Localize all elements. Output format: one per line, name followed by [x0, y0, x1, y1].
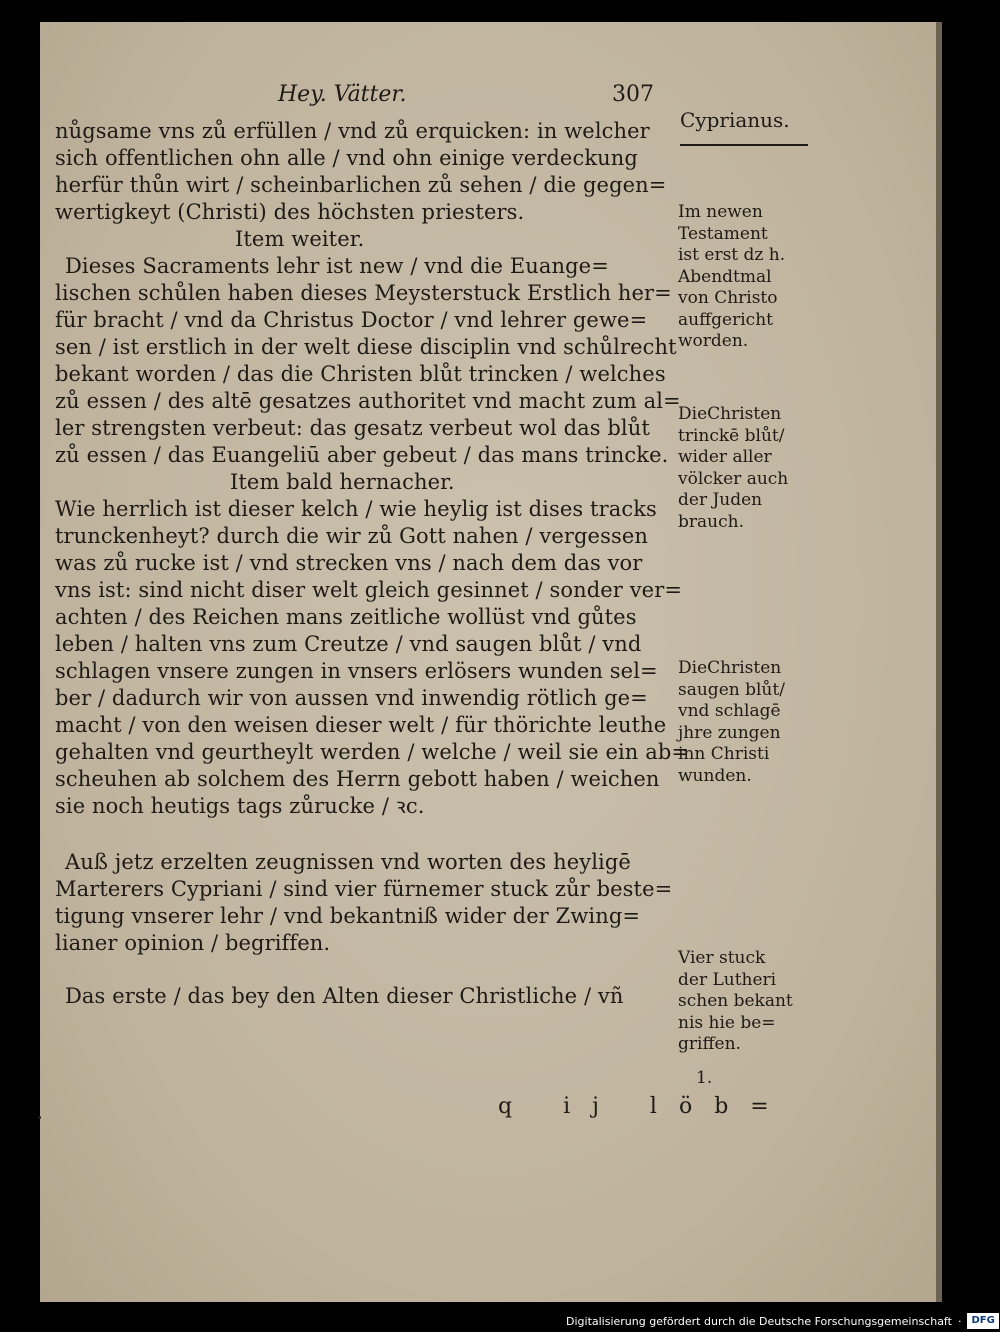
- text-line: tigung vnserer lehr / vnd bekantniß wider der Zwing=: [55, 904, 641, 928]
- text-line: zů essen / des altē gesatzes authoritet vnd macht zum al=: [55, 389, 681, 413]
- margin-note-line: trinckē blůt/: [678, 425, 785, 446]
- margin-note-line: nis hie be=: [678, 1012, 776, 1033]
- margin-note-line: wider aller: [678, 447, 772, 467]
- text-line: zů essen / das Euangeliū aber gebeut / das mans trincke.: [55, 443, 669, 467]
- text-line: scheuhen ab solchem des Herrn gebott haben / weichen: [55, 767, 660, 791]
- footer-credit-text: Digitalisierung gefördert durch die Deutsche Forschungsgemeinschaft: [566, 1314, 952, 1328]
- main-text-block: [55, 118, 700, 1010]
- margin-note-line: Vier stuck: [678, 948, 766, 968]
- text-line: Das erste / das bey den Alten dieser Christliche / vñ: [65, 984, 624, 1008]
- paragraph-das-erste: [55, 983, 700, 1010]
- text-line: Wie herrlich ist dieser kelch / wie heylig ist dises tracks: [55, 497, 657, 521]
- text-line: nůgsame vns zů erfüllen / vnd zů erquicken: in welcher: [55, 119, 650, 143]
- margin-note-line: DieChristen: [678, 404, 782, 424]
- margin-note-line: inn Christi: [678, 744, 770, 764]
- text-line: leben / halten vns zum Creutze / vnd saugen blůt / vnd: [55, 632, 642, 656]
- text-line: wertigkeyt (Christi) des höchsten priesters.: [55, 200, 525, 224]
- margin-note-vier-stuck: [678, 948, 793, 1056]
- margin-section-title: Cyprianus.: [680, 108, 790, 132]
- margin-note-line: wunden.: [678, 765, 752, 786]
- text-line: trunckenheyt? durch die wir zů Gott nahen / vergessen: [55, 524, 648, 548]
- heading-item-weiter: Item weiter.: [235, 227, 365, 251]
- running-title: Hey. Vätter.: [278, 82, 407, 107]
- margin-note-blut-trincken: [678, 404, 788, 533]
- margin-note-blut-saugen: [678, 658, 785, 787]
- footer-credit: Digitalisierung gefördert durch die Deutsche Forschungsgemeinschaft · DFG: [566, 1313, 999, 1329]
- margin-note-line: der Juden: [678, 490, 763, 510]
- margin-note-line: Abendtmal: [678, 266, 772, 287]
- page-edge-shadow: [936, 22, 942, 1302]
- margin-note-line: griffen.: [678, 1034, 741, 1054]
- text-line: für bracht / vnd da Christus Doctor / vnd lehrer gewe=: [55, 308, 648, 332]
- text-line: Auß jetz erzelten zeugnissen vnd worten des heyligē: [65, 850, 631, 874]
- page-mark: [38, 1116, 41, 1119]
- text-line: ler strengsten verbeut: das gesatz verbeut wol das blůt: [55, 416, 650, 440]
- text-line: Marterers Cypriani / sind vier fürnemer stuck zůr beste=: [55, 877, 673, 901]
- margin-item-number: 1.: [696, 1068, 713, 1088]
- text-line: Dieses Sacraments lehr ist new / vnd die Euange=: [65, 254, 609, 278]
- text-line: vns ist: sind nicht diser welt gleich gesinnet / sonder ver=: [55, 578, 683, 602]
- book-page: [40, 22, 942, 1302]
- margin-note-line: vnd schlagē: [678, 701, 781, 721]
- dfg-logo: DFG: [967, 1313, 998, 1329]
- margin-note-line: schen bekant: [678, 991, 793, 1011]
- text-line: macht / von den weisen dieser welt / für thörichte leuthe: [55, 713, 667, 737]
- margin-note-testament: [678, 202, 785, 353]
- margin-note-line: jhre zungen: [678, 722, 781, 743]
- margin-note-line: Im newen: [678, 202, 763, 222]
- catchword-signature: q ij löb=: [498, 1094, 791, 1119]
- margin-note-line: brauch.: [678, 511, 744, 532]
- margin-note-line: ist erst dz h.: [678, 245, 786, 265]
- text-line: lianer opinion / begriffen.: [55, 931, 331, 955]
- margin-note-line: der Lutheri: [678, 969, 777, 990]
- margin-note-line: DieChristen: [678, 658, 782, 678]
- paragraph-sacraments: [55, 253, 700, 469]
- margin-note-line: Testament: [678, 223, 768, 244]
- text-line: sich offentlichen ohn alle / vnd ohn einige verdeckung: [55, 146, 638, 170]
- margin-note-line: saugen blůt/: [678, 679, 785, 700]
- text-line: gehalten vnd geurtheylt werden / welche / weil sie ein ab=: [55, 740, 690, 764]
- text-line: herfür thůn wirt / scheinbarlichen zů sehen / die gegen=: [55, 173, 667, 197]
- text-line: was zů rucke ist / vnd strecken vns / nach dem das vor: [55, 551, 643, 575]
- text-line: lischen schůlen haben dieses Meysterstuck Erstlich her=: [55, 281, 672, 305]
- text-line: sen / ist erstlich in der welt diese disciplin vnd schůlrecht: [55, 335, 677, 359]
- text-line: schlagen vnsere zungen in vnsers erlösers wunden sel=: [55, 659, 658, 683]
- margin-note-line: auffgericht: [678, 309, 773, 330]
- text-line: bekant worden / das die Christen blůt trincken / welches: [55, 362, 666, 386]
- text-line: ber / dadurch wir von aussen vnd inwendig rötlich ge=: [55, 686, 648, 710]
- page-number: 307: [612, 82, 654, 107]
- margin-note-line: völcker auch: [678, 468, 789, 489]
- text-line: sie noch heutigs tags zůrucke / ꝛc.: [55, 794, 425, 818]
- text-line: achten / des Reichen mans zeitliche wollüst vnd gůtes: [55, 605, 637, 629]
- margin-note-line: von Christo: [678, 288, 778, 308]
- margin-note-line: worden.: [678, 331, 749, 351]
- paragraph-continuation: [55, 118, 700, 226]
- paragraph-kelch: [55, 496, 700, 820]
- heading-item-bald-hernacher: Item bald hernacher.: [230, 470, 455, 494]
- paragraph-zeugnissen: [55, 849, 700, 957]
